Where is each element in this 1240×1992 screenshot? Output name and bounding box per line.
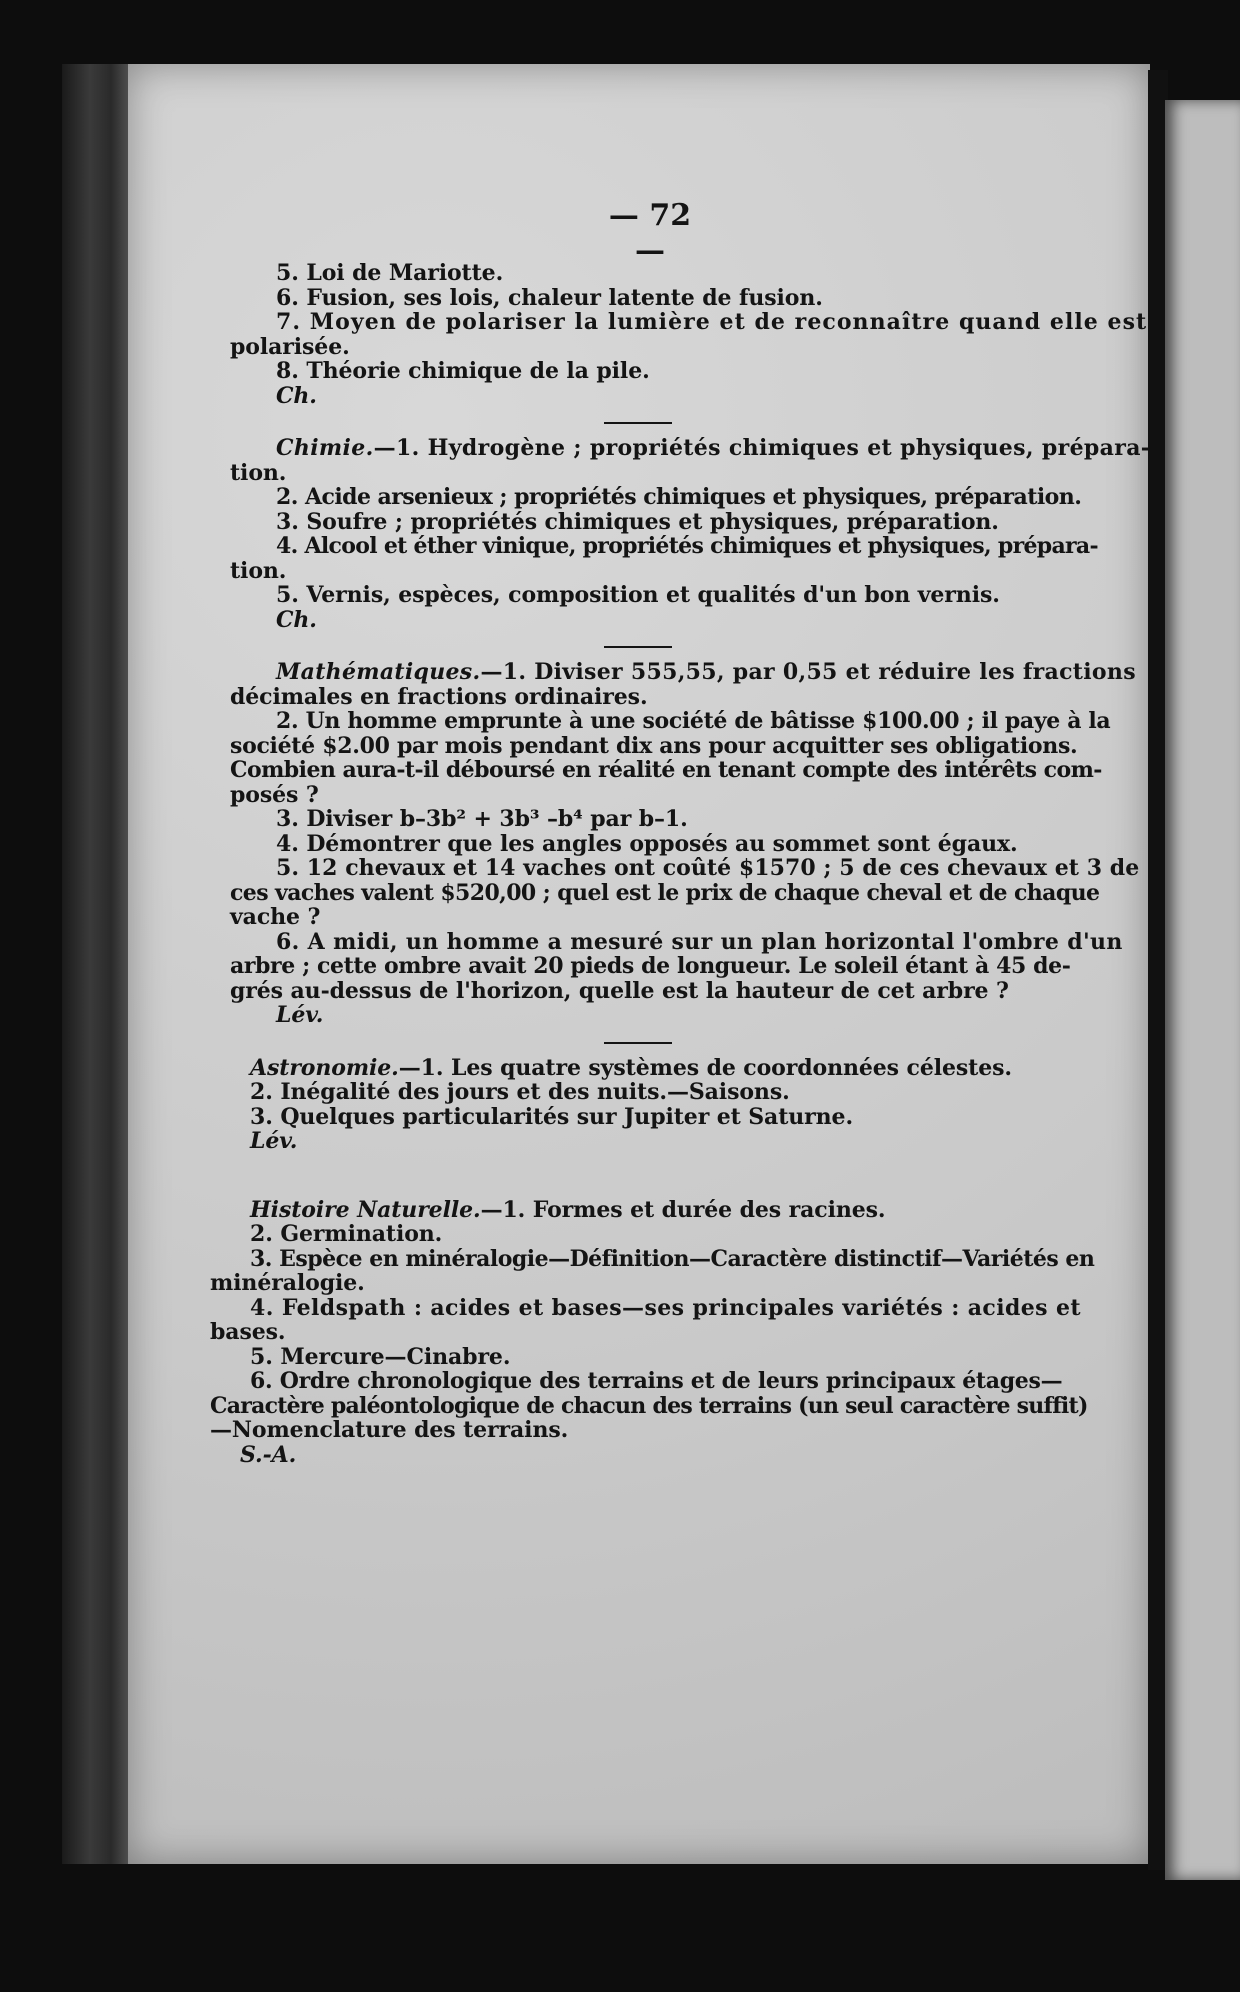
section-physique [230, 260, 1148, 409]
text-line: 4. Feldspath : acides et bases—ses principales variétés : acides et [250, 1294, 1081, 1321]
spacer [230, 1176, 1045, 1198]
text-line: Caractère paléontologique de chacun des terrains (un seul caractère suffit) [210, 1392, 1088, 1419]
text-line: 2. Acide arsenieux ; propriétés chimiques et physiques, préparation. [276, 484, 1082, 510]
text-line: 7. Moyen de polariser la lumière et de reconnaître quand elle est [276, 309, 1148, 335]
text-line: 2. Un homme emprunte à une société de bâtisse $100.00 ; il paye à la [276, 708, 1111, 734]
section-divider [604, 422, 672, 424]
section-mathematiques [230, 659, 1140, 1028]
text-line: 5. Vernis, espèces, composition et qualités d'un bon vernis. [276, 582, 1000, 608]
text-line: minéralogie. [210, 1270, 365, 1296]
text-line: polarisée. [230, 333, 350, 360]
page-text [210, 195, 1151, 1468]
text-line: 3. Diviser b–3b² + 3b³ –b⁴ par b–1. [276, 806, 688, 832]
text-line: 6. A midi, un homme a mesuré sur un plan horizontal l'ombre d'un [276, 928, 1123, 955]
text-line: 4. Démontrer que les angles opposés au sommet sont égaux. [276, 830, 1018, 857]
text-line: 8. Théorie chimique de la pile. [276, 358, 650, 384]
text-line: société $2.00 par mois pendant dix ans pour acquitter ses obligations. [230, 732, 1078, 759]
text-line: 6. Ordre chronologique des terrains et de leurs principaux étages— [250, 1368, 1063, 1394]
text-line: 5. 12 chevaux et 14 vaches ont coûté $1570 ; 5 de ces chevaux et 3 de [276, 855, 1140, 881]
section-astronomie [230, 1056, 1045, 1154]
text-span: —1. Diviser 555,55, par 0,55 et réduire les fractions [480, 659, 1136, 685]
text-line: Combien aura-t-il déboursé en réalité en tenant compte des intérêts com- [230, 757, 1102, 783]
text-line: grés au-dessus de l'horizon, quelle est la hauteur de cet arbre ? [230, 977, 1009, 1004]
text-line: arbre ; cette ombre avait 20 pieds de longueur. Le soleil étant à 45 de- [230, 953, 1071, 979]
section-heading: Chimie. [276, 435, 374, 461]
signature: Ch. [276, 382, 317, 409]
text-line: 5. Loi de Mariotte. [276, 260, 504, 286]
text-line: 5. Mercure—Cinabre. [250, 1343, 511, 1370]
text-line: 3. Espèce en minéralogie—Définition—Caractère distinctif—Variétés en [250, 1245, 1095, 1272]
section-divider [604, 1042, 672, 1044]
book-page-right-edge [1165, 100, 1240, 1880]
text-line: bases. [210, 1319, 286, 1345]
text-line: posés ? [230, 781, 319, 808]
text-line [230, 1198, 1045, 1223]
text-line [230, 435, 1151, 461]
text-line: décimales en fractions ordinaires. [230, 683, 648, 710]
text-span: —1. Hydrogène ; propriétés chimiques et physiques, prépara- [373, 435, 1151, 461]
text-line: tion. [230, 557, 287, 584]
text-line: 4. Alcool et éther vinique, propriétés chimiques et physiques, prépara- [276, 533, 1098, 559]
text-line: 2. Inégalité des jours et des nuits.—Saisons. [250, 1079, 790, 1105]
text-line [230, 659, 1136, 685]
text-line: 2. Germination. [250, 1221, 443, 1247]
section-divider [604, 646, 672, 648]
text-line: 6. Fusion, ses lois, chaleur latente de fusion. [276, 284, 823, 311]
signature: Lév. [250, 1128, 298, 1154]
text-line: 3. Quelques particularités sur Jupiter et Saturne. [250, 1103, 854, 1130]
signature: Ch. [276, 606, 317, 633]
section-heading: Astronomie. [250, 1054, 399, 1081]
text-line: —Nomenclature des terrains. [210, 1417, 569, 1443]
page-number: — 72 — [608, 198, 692, 268]
text-line: ces vaches valent $520,00 ; quel est le prix de chaque cheval et de chaque [230, 879, 1100, 906]
text-span: —1. Formes et durée des racines. [480, 1196, 886, 1223]
section-heading: Mathématiques. [276, 659, 481, 685]
book-edge-left [62, 64, 132, 1864]
text-span: —1. Les quatre systèmes de coordonnées célestes. [398, 1054, 1012, 1081]
spacer [230, 1154, 1045, 1176]
signature: Lév. [276, 1002, 324, 1028]
text-line [230, 1056, 1045, 1081]
section-chimie [230, 435, 1151, 633]
text-line: 3. Soufre ; propriétés chimiques et physiques, préparation. [276, 508, 999, 535]
text-line: vache ? [230, 904, 321, 930]
text-line: tion. [230, 459, 287, 486]
section-histoire-naturelle [210, 1196, 1095, 1468]
section-heading: Histoire Naturelle. [250, 1196, 481, 1223]
signature: S.-A. [240, 1441, 297, 1468]
